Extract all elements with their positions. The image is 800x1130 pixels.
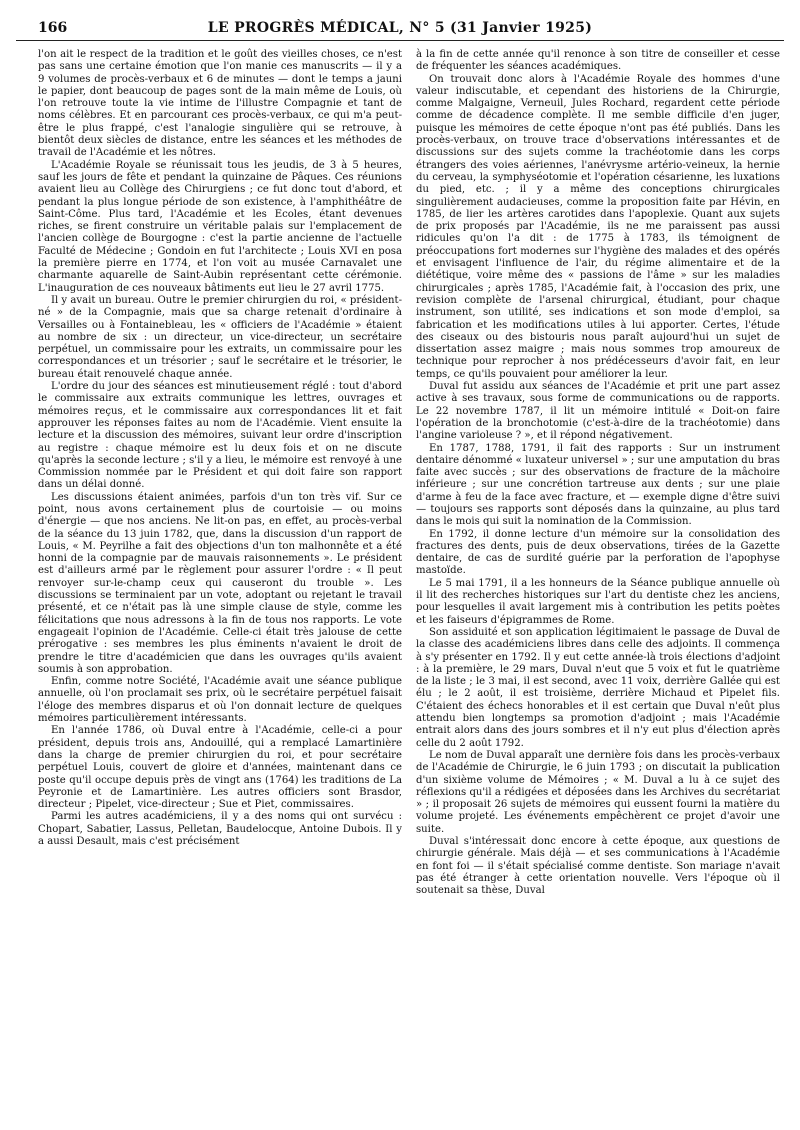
paragraph: On trouvait donc alors à l'Académie Royale des hommes d'une valeur indiscutable, et cependant des historiens de la Chirurgie, comme Malgaigne, Verneuil, Jules Rochard, regardent cette période comme de décadence complète. Il me semble difficile d'en juger, puisque les mémoires de cette époque n'ont pas été publiés. Dans les procès-verbaux, on trouve trace d'observations intéressantes et de discussions sur des sujets comme la trachéotomie dans les corps étrangers des voies aériennes, l'anévrysme artério-veineux, la hernie du cerveau, la symphyséotomie et l'opération césarienne, les luxations du pied, etc. ; il y a même des conceptions chirurgicales singulièrement audacieuses, comme la proposition faite par Hévin, en 1785, de lier les artères carotides dans l'apoplexie. Quant aux sujets de prix proposés par l'Académie, ils ne me paraissent pas aussi ridicules qu'on l'a dit : de 1775 à 1783, ils témoignent de préoccupations fort modernes sur l'hygiène des malades et des opérés et envisagent l'influence de l'air, du régime alimentaire et de la diététique, voire même des « passions de l'âme » sur les maladies chirurgicales ; après 1785, l'Académie fait, à l'occasion des prix, une revision complète de l'arsenal chirurgical, étudiant, pour chaque instrument, son utilité, ses indications et son mode d'emploi, sa fabrication et les modifications utiles à lui apporter. Certes, l'étude des ciseaux ou des bistouris nous paraît aujourd'hui un sujet de dissertation assez maigre ; mais nous sommes trop amoureux de technique pour reprocher à nos prédécesseurs d'avoir fait, en leur temps, ce qu'ils pouvaient pour améliorer la leur. xyxy=(416,73,780,380)
right-column xyxy=(416,49,780,897)
paragraph: Il y avait un bureau. Outre le premier chirurgien du roi, « président-né » de la Compagnie, mais que sa charge retenait d'ordinaire à Versailles ou à Fontainebleau, les « officiers de l'Académie » étaient au nombre de six : un directeur, un vice-directeur, un secrétaire perpétuel, un commissaire pour les extraits, un commissaire pour les correspondances et un trésorier ; sauf le secrétaire et le trésorier, le bureau était renouvelé chaque année. xyxy=(38,294,402,380)
page-number: 166 xyxy=(38,20,68,36)
running-title: LE PROGRÈS MÉDICAL, N° 5 (31 Janvier 1925) xyxy=(207,20,593,36)
paragraph: à la fin de cette année qu'il renonce à son titre de conseiller et cesse de fréquenter les séances académiques. xyxy=(416,49,780,73)
paragraph: Son assiduité et son application légitimaient le passage de Duval de la classe des académiciens libres dans celle des adjoints. Il commença à s'y présenter en 1792. Il y eut cette année-là trois élections d'adjoint : à la première, le 29 mars, Duval n'eut que 5 voix et fut le quatrième de la liste ; le 3 mai, il est second, avec 11 voix, derrière Gallée qui est élu ; le 2 août, il est troisième, derrière Michaud et Pipelet fils. C'étaient des échecs honorables et il est certain que Duval n'eût plus attendu bien longtemps sa promotion d'adjoint ; mais l'Académie entrait alors dans des jours sombres et il n'y eut plus d'élection après celle du 2 août 1792. xyxy=(416,626,780,749)
paragraph: L'ordre du jour des séances est minutieusement réglé : tout d'abord le commissaire aux extraits communique les lettres, ouvrages et mémoires reçus, et le commissaire aux correspondances lit et fait approuver les réponses faites au nom de l'Académie. Vient ensuite la lecture et la discussion des mémoires, suivant leur ordre d'inscription au registre : chaque mémoire est lu deux fois et on ne discute qu'après la seconde lecture ; s'il y a lieu, le mémoire est renvoyé à une Commission nommée par le Président et qui doit faire son rapport dans un délai donné. xyxy=(38,381,402,491)
paragraph: En 1787, 1788, 1791, il fait des rapports : Sur un instrument dentaire dénommé « luxateur universel » ; sur une amputation du bras faite avec succès ; sur des observations de fracture de la mâchoire inférieure ; sur une concrétion tartreuse aux dents ; sur une plaie d'arme à feu de la face avec fracture, et — exemple digne d'être suivi — toujours ses rapports sont déposés dans la quinzaine, au plus tard dans le mois qui suit la nomination de la Commission. xyxy=(416,442,780,528)
paragraph: Parmi les autres académiciens, il y a des noms qui ont survécu : Chopart, Sabatier, Lassus, Pelletan, Baudelocque, Antoine Dubois. Il y a aussi Desault, mais c'est précisément xyxy=(38,811,402,847)
paragraph: Enfin, comme notre Société, l'Académie avait une séance publique annuelle, où l'on proclamait ses prix, où le secrétaire perpétuel faisait l'éloge des membres disparus et où l'on donnait lecture de quelques mémoires particulièrement intéressants. xyxy=(38,676,402,725)
page-header xyxy=(16,18,784,41)
paragraph: Le nom de Duval apparaît une dernière fois dans les procès-verbaux de l'Académie de Chirurgie, le 6 juin 1793 ; on discutait la publication d'un sixième volume de Mémoires ; « M. Duval a lu à ce sujet des réflexions qu'il a rédigées et déposées dans les Archives du secrétariat » ; il proposait 26 sujets de mémoires qui eussent fourni la matière du volume projeté. Les événements empêchèrent ce projet d'avoir une suite. xyxy=(416,749,780,835)
paragraph: l'on ait le respect de la tradition et le goût des vieilles choses, ce n'est pas sans une certaine émotion que l'on manie ces manuscrits — il y a 9 volumes de procès-verbaux et 6 de minutes — dont le temps a jauni le papier, dont beaucoup de pages sont de la main même de Louis, où l'on retrouve toute la vie intime de l'illustre Compagnie et tant de noms célèbres. Et en parcourant ces procès-verbaux, ce qui m'a peut-être le plus frappé, c'est l'analogie singulière qui se retrouve, à bientôt deux siècles de distance, entre les séances et les méthodes de travail de l'Académie et les nôtres. xyxy=(38,49,402,159)
paragraph: Le 5 mai 1791, il a les honneurs de la Séance publique annuelle où il lit des recherches historiques sur l'art du dentiste chez les anciens, pour lesquelles il avait largement mis à contribution les petits poètes et les faiseurs d'épigrammes de Rome. xyxy=(416,577,780,626)
paragraph: En 1792, il donne lecture d'un mémoire sur la consolidation des fractures des dents, puis de deux observations, tirées de la Gazette dentaire, de cas de surdité guérie par la perforation de l'apophyse mastoïde. xyxy=(416,528,780,577)
paragraph: En l'année 1786, où Duval entre à l'Académie, celle-ci a pour président, depuis trois ans, Andouillé, qui a remplacé Lamartinière dans la charge de premier chirurgien du roi, et pour secrétaire perpétuel Louis, couvert de gloire et d'années, maintenant dans ce poste qu'il occupe depuis près de vingt ans (1764) les traditions de La Peyronie et de Lamartinière. Les autres officiers sont Brasdor, directeur ; Pipelet, vice-directeur ; Sue et Piet, commissaires. xyxy=(38,725,402,811)
paragraph: Les discussions étaient animées, parfois d'un ton très vif. Sur ce point, nous avons certainement plus de courtoisie — ou moins d'énergie — que nos anciens. Ne lit-on pas, en effet, au procès-verbal de la séance du 13 juin 1782, que, dans la discussion d'un rapport de Louis, « M. Peyrilhe a fait des objections d'un ton malhonnête et a été honni de la compagnie par de mauvais raisonnements ». Le président est d'ailleurs armé par le règlement pour assurer l'ordre : « Il peut renvoyer sur-le-champ ceux qui causeront du trouble ». Les discussions se terminaient par un vote, adoptant ou rejetant le travail présenté, et ce n'était pas là une simple clause de style, comme les félicitations que nous adressons à la fin de tous nos rapports. Le vote engageait l'opinion de l'Académie. Celle-ci était très jalouse de cette prérogative : ses membres les plus éminents n'avaient le droit de prendre le titre d'académicien que dans les ouvrages qu'ils avaient soumis à son approbation. xyxy=(38,491,402,675)
text-columns xyxy=(16,49,784,897)
paragraph: Duval s'intéressait donc encore à cette époque, aux questions de chirurgie générale. Mais déjà — et ses communications à l'Académie en font foi — il s'était spécialisé comme dentiste. Son mariage n'avait pas été étranger à cette orientation nouvelle. Vers l'époque où il soutenait sa thèse, Duval xyxy=(416,836,780,897)
paragraph: L'Académie Royale se réunissait tous les jeudis, de 3 à 5 heures, sauf les jours de fête et pendant la quinzaine de Pâques. Ces réunions avaient lieu au Collège des Chirurgiens ; ce fut donc tout d'abord, et pendant la plus longue période de son existence, à l'amphithéâtre de Saint-Côme. Plus tard, l'Académie et les Ecoles, étant devenues riches, se firent construire un véritable palais sur l'emplacement de l'ancien collège de Bourgogne : c'est la partie ancienne de l'actuelle Faculté de Médecine ; Gondoin en fut l'architecte ; Louis XVI en posa la première pierre en 1774, et l'on voit au musée Carnavalet une charmante aquarelle de Saint-Aubin représentant cette cérémonie. L'inauguration de ces nouveaux bâtiments eut lieu le 27 avril 1775. xyxy=(38,159,402,294)
left-column xyxy=(38,49,402,897)
paragraph: Duval fut assidu aux séances de l'Académie et prit une part assez active à ses travaux, sous forme de communications ou de rapports. Le 22 novembre 1787, il lit un mémoire intitulé « Doit-on faire l'opération de la bronchotomie (c'est-à-dire de la trachéotomie) dans l'angine varioleuse ? », et il répond négativement. xyxy=(416,381,780,442)
